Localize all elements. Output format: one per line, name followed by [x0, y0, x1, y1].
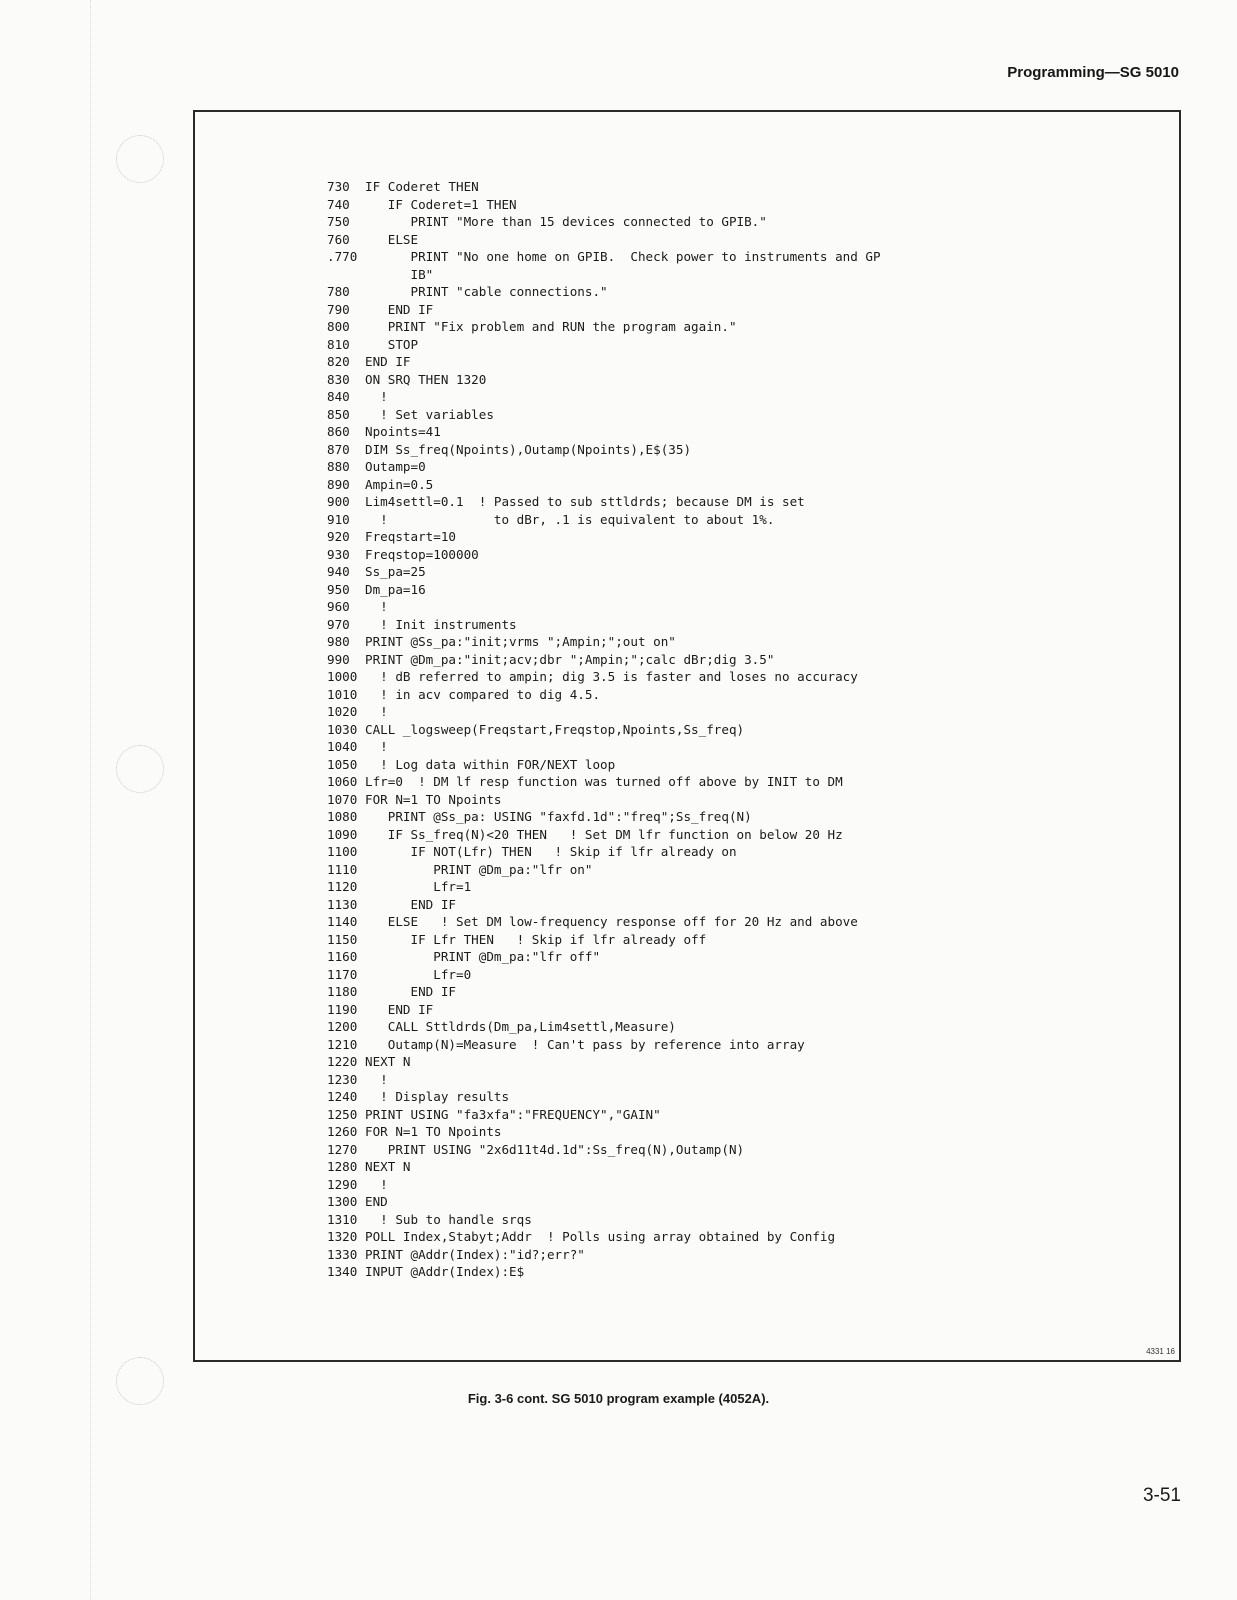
line-number: 950 [327, 581, 350, 597]
line-text: END IF [365, 301, 434, 317]
code-line [327, 493, 881, 511]
line-text: PRINT @Dm_pa:"init;acv;dbr ";Ampin;";calc dBr;dig 3.5" [365, 651, 775, 667]
line-text: ELSE [365, 231, 419, 247]
line-number: 1090 [327, 826, 358, 842]
line-text: IF NOT(Lfr) THEN ! Skip if lfr already on [365, 844, 737, 859]
code-line [327, 896, 881, 914]
line-text: ! Sub to handle srqs [365, 1211, 532, 1227]
line-text: IF Ss_freq(N)<20 THEN ! Set DM lfr function on below 20 Hz [365, 826, 843, 842]
code-line [327, 1088, 881, 1106]
program-listing-frame [193, 110, 1181, 1362]
line-text: IF Coderet=1 THEN [365, 196, 517, 212]
line-number: 990 [327, 651, 350, 667]
punch-hole [116, 745, 164, 793]
line-text: PRINT USING "fa3xfa":"FREQUENCY","GAIN" [365, 1106, 661, 1122]
code-line [327, 353, 881, 371]
line-text: PRINT "cable connections." [365, 284, 608, 299]
code-line [327, 231, 881, 249]
punch-hole [116, 135, 164, 183]
line-number: 1040 [327, 739, 358, 754]
line-text: ! [365, 389, 388, 404]
line-number: 1320 [327, 1229, 358, 1244]
code-line [327, 686, 881, 704]
line-number: 1260 [327, 1124, 358, 1139]
code-line [327, 546, 881, 564]
code-line [327, 861, 881, 879]
line-number: 1070 [327, 791, 358, 807]
code-line [327, 703, 881, 721]
code-line [327, 248, 881, 266]
code-line [327, 1001, 881, 1019]
code-line [327, 1053, 881, 1071]
code-line [327, 966, 881, 984]
line-text: NEXT N [365, 1054, 411, 1069]
code-line [327, 983, 881, 1001]
line-number: 880 [327, 459, 350, 474]
line-text: ! [365, 704, 388, 719]
code-line [327, 1228, 881, 1246]
line-text: END [365, 1194, 388, 1209]
line-number: 1110 [327, 861, 358, 877]
code-line [327, 1193, 881, 1211]
code-line [327, 1141, 881, 1159]
line-number: 1340 [327, 1264, 358, 1279]
binding-edge [90, 0, 92, 1600]
code-line [327, 651, 881, 669]
line-text: Outamp=0 [365, 459, 426, 474]
line-text: DIM Ss_freq(Npoints),Outamp(Npoints),E$(35) [365, 441, 692, 457]
line-text: Freqstart=10 [365, 529, 456, 544]
code-line [327, 808, 881, 826]
line-number: 1310 [327, 1211, 358, 1227]
line-text: Outamp(N)=Measure ! Can't pass by reference into array [365, 1036, 805, 1052]
line-number: 1280 [327, 1159, 358, 1174]
code-line [327, 528, 881, 546]
line-number: 1130 [327, 896, 358, 912]
code-line [327, 948, 881, 966]
line-number: 890 [327, 476, 350, 492]
line-text: ON SRQ THEN 1320 [365, 371, 487, 387]
line-text: Ampin=0.5 [365, 476, 434, 492]
line-text: Lfr=1 [365, 879, 472, 894]
code-line [327, 1263, 881, 1281]
figure-caption: Fig. 3-6 cont. SG 5010 program example (4052A). [467, 1391, 770, 1406]
code-line [327, 843, 881, 861]
code-line [327, 423, 881, 441]
line-number: .770 [327, 249, 358, 264]
code-line [327, 511, 881, 529]
code-line [327, 318, 881, 336]
code-line [327, 371, 881, 389]
line-number: 1020 [327, 704, 358, 719]
code-line [327, 598, 881, 616]
line-text: ! [365, 1071, 388, 1087]
line-number: 1140 [327, 914, 358, 929]
line-number: 1050 [327, 756, 358, 772]
line-number: 760 [327, 231, 350, 247]
line-number: 1150 [327, 931, 358, 947]
code-line [327, 756, 881, 774]
line-text: Npoints=41 [365, 424, 441, 439]
line-text: ELSE ! Set DM low-frequency response off for 20 Hz and above [365, 914, 858, 929]
code-line [327, 476, 881, 494]
code-line [327, 1018, 881, 1036]
line-number: 1010 [327, 686, 358, 702]
line-number: 1060 [327, 774, 358, 789]
code-line [327, 913, 881, 931]
line-number: 920 [327, 529, 350, 544]
line-number: 1160 [327, 949, 358, 964]
line-text: END IF [365, 1001, 434, 1017]
code-line [327, 633, 881, 651]
line-number: 1330 [327, 1246, 358, 1262]
line-number: 1230 [327, 1071, 358, 1087]
code-line [327, 1106, 881, 1124]
line-text: Lfr=0 [365, 966, 472, 982]
line-number: 810 [327, 336, 350, 352]
line-number: 960 [327, 599, 350, 614]
line-text: PRINT @Addr(Index):"id?;err?" [365, 1246, 585, 1262]
line-text: Ss_pa=25 [365, 564, 426, 579]
code-line [327, 213, 881, 231]
code-line [327, 931, 881, 949]
code-line [327, 266, 881, 284]
line-number: 1240 [327, 1089, 358, 1104]
code-line [327, 1123, 881, 1141]
line-text: PRINT "More than 15 devices connected to GPIB." [365, 214, 767, 229]
code-line [327, 196, 881, 214]
line-number: 970 [327, 616, 350, 632]
line-text: Lim4settl=0.1 ! Passed to sub sttldrds; because DM is set [365, 494, 805, 509]
page-header-title: Programming—SG 5010 [1007, 64, 1179, 81]
line-text: PRINT @Dm_pa:"lfr off" [365, 949, 601, 964]
code-line [327, 406, 881, 424]
code-line [327, 301, 881, 319]
code-line [327, 1211, 881, 1229]
code-line [327, 668, 881, 686]
line-number: 980 [327, 634, 350, 649]
line-text: ! to dBr, .1 is equivalent to about 1%. [365, 511, 775, 527]
line-text: CALL _logsweep(Freqstart,Freqstop,Npoints,Ss_freq) [365, 721, 745, 737]
line-number: 1300 [327, 1194, 358, 1209]
line-number: 1250 [327, 1106, 358, 1122]
line-number: 1120 [327, 879, 358, 894]
line-text: CALL Sttldrds(Dm_pa,Lim4settl,Measure) [365, 1019, 676, 1034]
code-line [327, 1036, 881, 1054]
line-text: ! Display results [365, 1089, 510, 1104]
code-line [327, 581, 881, 599]
line-number [327, 266, 365, 284]
line-text: FOR N=1 TO Npoints [365, 1124, 502, 1139]
code-line [327, 878, 881, 896]
code-line [327, 458, 881, 476]
line-number: 1270 [327, 1141, 358, 1157]
line-text: END IF [365, 984, 456, 999]
line-text: STOP [365, 336, 419, 352]
line-number: 1190 [327, 1001, 358, 1017]
code-line [327, 336, 881, 354]
line-text: FOR N=1 TO Npoints [365, 791, 502, 807]
code-line [327, 441, 881, 459]
line-text: PRINT "Fix problem and RUN the program again." [365, 319, 737, 334]
page-number: 3-51 [1142, 1485, 1181, 1506]
line-text: PRINT @Ss_pa: USING "faxfd.1d":"freq";Ss_freq(N) [365, 809, 752, 824]
line-number: 800 [327, 319, 350, 334]
line-number: 1080 [327, 809, 358, 824]
line-text: ! in acv compared to dig 4.5. [365, 686, 601, 702]
line-text: ! Log data within FOR/NEXT loop [365, 756, 616, 772]
code-line [327, 1246, 881, 1264]
line-number: 1000 [327, 669, 358, 684]
line-number: 1170 [327, 966, 358, 982]
code-line [327, 773, 881, 791]
line-number: 780 [327, 284, 350, 299]
program-listing [327, 178, 881, 1281]
line-number: 1030 [327, 721, 358, 737]
code-line [327, 1158, 881, 1176]
line-text: IF Coderet THEN [365, 179, 479, 194]
line-number: 930 [327, 546, 350, 562]
line-text: ! [365, 599, 388, 614]
code-line [327, 283, 881, 301]
line-number: 790 [327, 301, 350, 317]
line-text: END IF [365, 896, 456, 912]
line-text: ! dB referred to ampin; dig 3.5 is faster and loses no accuracy [365, 669, 858, 684]
line-number: 750 [327, 214, 350, 229]
line-text: Dm_pa=16 [365, 581, 426, 597]
line-text: ! Init instruments [365, 616, 517, 632]
line-text: IB" [365, 266, 434, 282]
line-number: 900 [327, 494, 350, 509]
code-line [327, 388, 881, 406]
code-line [327, 563, 881, 581]
line-text: PRINT "No one home on GPIB. Check power to instruments and GP [365, 249, 881, 264]
line-number: 830 [327, 371, 350, 387]
line-text: PRINT USING "2x6d11t4d.1d":Ss_freq(N),Outamp(N) [365, 1141, 745, 1157]
line-number: 820 [327, 354, 350, 369]
line-number: 1100 [327, 844, 358, 859]
line-text: ! [365, 739, 388, 754]
line-text: ! Set variables [365, 406, 494, 422]
line-number: 1200 [327, 1019, 358, 1034]
line-text: ! [365, 1176, 388, 1192]
code-line [327, 1071, 881, 1089]
line-number: 840 [327, 389, 350, 404]
line-text: END IF [365, 354, 411, 369]
line-number: 1210 [327, 1036, 358, 1052]
line-number: 730 [327, 179, 350, 194]
line-number: 1220 [327, 1054, 358, 1069]
line-text: Freqstop=100000 [365, 546, 479, 562]
code-line [327, 1176, 881, 1194]
line-number: 1290 [327, 1176, 358, 1192]
code-line [327, 178, 881, 196]
line-number: 860 [327, 424, 350, 439]
code-line [327, 826, 881, 844]
line-number: 940 [327, 564, 350, 579]
code-line [327, 721, 881, 739]
line-text: NEXT N [365, 1159, 411, 1174]
line-number: 870 [327, 441, 350, 457]
line-text: PRINT @Dm_pa:"lfr on" [365, 861, 593, 877]
code-line [327, 791, 881, 809]
figure-id: 4331 16 [1146, 1347, 1175, 1356]
line-text: Lfr=0 ! DM lf resp function was turned off above by INIT to DM [365, 774, 843, 789]
line-text: INPUT @Addr(Index):E$ [365, 1264, 525, 1279]
line-text: POLL Index,Stabyt;Addr ! Polls using array obtained by Config [365, 1229, 836, 1244]
code-line [327, 738, 881, 756]
line-number: 740 [327, 196, 350, 212]
line-text: PRINT @Ss_pa:"init;vrms ";Ampin;";out on" [365, 634, 676, 649]
line-number: 910 [327, 511, 350, 527]
line-number: 1180 [327, 984, 358, 999]
line-number: 850 [327, 406, 350, 422]
line-text: IF Lfr THEN ! Skip if lfr already off [365, 931, 707, 947]
code-line [327, 616, 881, 634]
